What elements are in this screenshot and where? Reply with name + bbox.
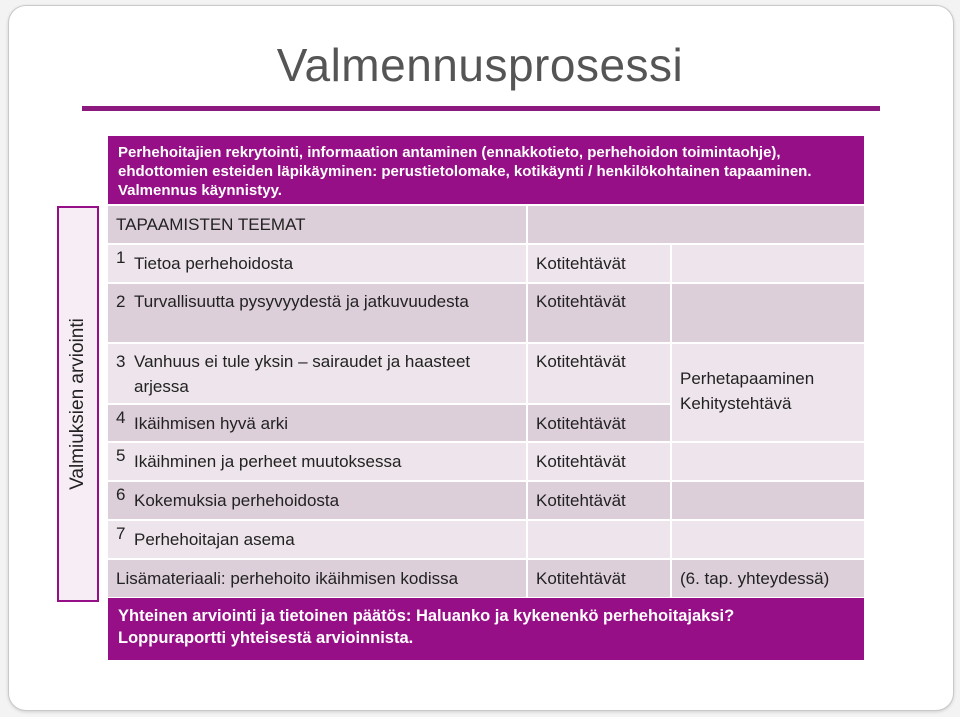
merged-cell bbox=[672, 344, 864, 441]
task-cell bbox=[528, 521, 670, 558]
table-row: 5 Ikäihminen ja perheet muutoksessa bbox=[108, 443, 526, 480]
side-label-box bbox=[57, 206, 99, 602]
title-divider bbox=[82, 106, 880, 111]
note-cell: (6. tap. yhteydessä) bbox=[672, 560, 864, 597]
bottom-banner bbox=[108, 598, 864, 660]
table-header: TAPAAMISTEN TEEMAT bbox=[108, 206, 526, 243]
table-row: 7 Perhehoitajan asema bbox=[108, 521, 526, 558]
page-title: Valmennusprosessi bbox=[276, 39, 684, 91]
empty-cell bbox=[672, 521, 864, 558]
empty-cell bbox=[672, 443, 864, 480]
task-cell: Kotitehtävät bbox=[528, 560, 670, 597]
table-row: 6 Kokemuksia perhehoidosta bbox=[108, 482, 526, 519]
table-header-empty bbox=[528, 206, 864, 243]
empty-cell bbox=[672, 482, 864, 519]
task-cell: Kotitehtävät bbox=[528, 443, 670, 480]
table-row: 1 Tietoa perhehoidosta bbox=[108, 245, 526, 282]
top-banner: Perhehoitajien rekrytointi, informaation antaminen (ennakkotieto, perhehoidon toimintaohje), ehdottomien esteiden läpikäyminen: perustietolomake, kotikäynti / henkilökohtainen tapaaminen. Valmennus käynnistyy. bbox=[108, 136, 864, 204]
side-label: Valmiuksien arviointi bbox=[67, 318, 88, 490]
task-cell: Kotitehtävät bbox=[528, 405, 670, 441]
table-row: 4 Ikäihmisen hyvä arki bbox=[108, 405, 526, 441]
table-row: 2 Turvallisuutta pysyvyydestä ja jatkuvuudesta bbox=[108, 284, 526, 342]
task-cell: Kotitehtävät bbox=[528, 344, 670, 403]
table-row: 3 Vanhuus ei tule yksin – sairaudet ja haasteet arjessa bbox=[108, 344, 526, 403]
task-cell: Kotitehtävät bbox=[528, 482, 670, 519]
task-cell: Kotitehtävät bbox=[528, 284, 670, 342]
merged-line-2: Kehitystehtävä bbox=[680, 394, 792, 413]
task-cell: Kotitehtävät bbox=[528, 245, 670, 282]
empty-cell bbox=[672, 284, 864, 342]
merged-line-1: Perhetapaaminen bbox=[680, 369, 815, 388]
extra-material-row: Lisämateriaali: perhehoito ikäihmisen kodissa bbox=[108, 560, 526, 597]
bottom-banner-line-2: Loppuraportti yhteisestä arvioinnista. bbox=[118, 629, 414, 647]
empty-cell bbox=[672, 245, 864, 282]
bottom-banner-line-1: Yhteinen arviointi ja tietoinen päätös: Haluanko ja kykenenkö perhehoitajaksi? bbox=[118, 607, 735, 625]
